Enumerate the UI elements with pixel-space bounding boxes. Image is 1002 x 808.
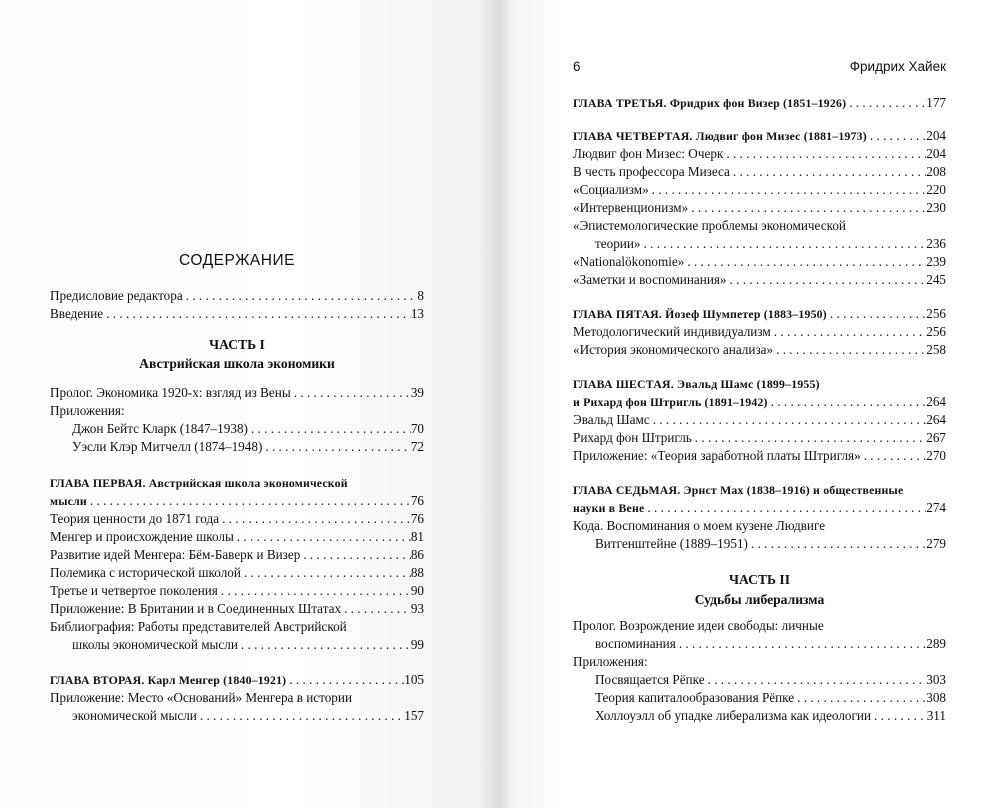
toc-entry-prolog[interactable]: Пролог. Экономика 1920-х: взгляд из Вены . . . 39 [50, 384, 424, 402]
toc-entry[interactable]: Теория ценности до 1871 года . . . 76 [50, 510, 424, 528]
toc-entry[interactable]: В честь профессора Мизеса . . . 208 [573, 163, 946, 181]
toc-entry[interactable]: Эвальд Шамс . . . 264 [573, 411, 946, 429]
toc-entry[interactable]: Менгер и происхождение школы . . . 81 [50, 528, 424, 546]
toc-entry-appendix[interactable]: Теория капиталообразования Рёпке . . . 308 [595, 689, 946, 707]
toc-entry-appendix[interactable]: Джон Бейтс Кларк (1847–1938) . . . 70 [72, 420, 424, 438]
toc-entry[interactable]: Полемика с исторической школой . . . 88 [50, 564, 424, 582]
toc-entry-appendix[interactable]: Посвящается Рёпке . . . 303 [595, 671, 946, 689]
toc-entry[interactable]: Методологический индивидуализм . . . 256 [573, 323, 946, 341]
toc-entry-coda-cont[interactable]: Витгенштейне (1889–1951) . . . 279 [595, 535, 946, 553]
running-header-author: Фридрих Хайек [849, 59, 946, 74]
toc-entry-appendix[interactable]: Уэсли Клэр Митчелл (1874–1948) . . . 72 [72, 438, 424, 456]
chapter2-heading[interactable]: ГЛАВА ВТОРАЯ. Карл Менгер (1840–1921) . . . 105 [50, 671, 424, 689]
toc-entry-prolog2-cont[interactable]: воспоминания . . . 289 [595, 635, 946, 653]
toc-entry[interactable]: «Интервенционизм» . . . 230 [573, 199, 946, 217]
toc-entry[interactable]: Развитие идей Менгера: Бём-Баверк и Визер . . . 86 [50, 546, 424, 564]
chapter7-heading[interactable]: ГЛАВА СЕДЬМАЯ. Эрнст Мах (1838–1916) и общественные [573, 483, 904, 497]
toc-entry-preface[interactable]: Предисловие редактора . . . 8 [50, 287, 424, 305]
chapter4-heading[interactable]: ГЛАВА ЧЕТВЕРТАЯ. Людвиг фон Мизес (1881–1973) . . . 204 [573, 127, 946, 145]
part2-label: ЧАСТЬ II [729, 572, 790, 587]
contents-title: СОДЕРЖАНИЕ [179, 252, 295, 269]
toc-entry-appendix-menger[interactable]: Приложение: Место «Оснований» Менгера в истории [50, 690, 353, 705]
toc-entry-appendix[interactable]: Холлоуэлл об упадке либерализма как идеологии . . . 311 [595, 707, 946, 725]
part2-subtitle: Судьбы либерализма [694, 592, 825, 607]
toc-entry[interactable]: «Социализм» . . . 220 [573, 181, 946, 199]
chapter1-heading[interactable]: ГЛАВА ПЕРВАЯ. Австрийская школа экономической [50, 476, 348, 490]
part1-label: ЧАСТЬ I [209, 337, 265, 352]
toc-entry-introduction[interactable]: Введение . . . 13 [50, 305, 424, 323]
chapter6-heading[interactable]: ГЛАВА ШЕСТАЯ. Эвальд Шамс (1899–1955) [573, 377, 820, 391]
chapter7-heading-cont[interactable]: науки в Вене . . . 274 [573, 499, 946, 517]
appendices-label: Приложения: [50, 403, 125, 418]
toc-entry-appendix-menger-cont[interactable]: экономической мысли . . . 157 [72, 707, 424, 725]
toc-entry[interactable]: Приложение: «Теория заработной платы Штригля» . . . 270 [573, 447, 946, 465]
chapter1-heading-cont[interactable]: мысли . . . 76 [50, 492, 424, 510]
toc-entry-prolog2[interactable]: Пролог. Возрождение идеи свободы: личные [573, 618, 824, 633]
part1-subtitle: Австрийская школа экономики [139, 356, 335, 371]
running-header-page-number: 6 [573, 59, 581, 74]
toc-entry-coda[interactable]: Кода. Воспоминания о моем кузене Людвиге [573, 518, 826, 533]
toc-entry[interactable]: Приложение: В Британии и в Соединенных Штатах . . . 93 [50, 600, 424, 618]
bibliography-entry-cont[interactable]: школы экономической мысли . . . 99 [72, 636, 424, 654]
toc-entry[interactable]: «Заметки и воспоминания» . . . 245 [573, 271, 946, 289]
toc-entry-epistemology[interactable]: «Эпистемологические проблемы экономической [573, 218, 846, 233]
toc-entry[interactable]: Рихард фон Штригль . . . 267 [573, 429, 946, 447]
toc-entry[interactable]: «История экономического анализа» . . . 258 [573, 341, 946, 359]
toc-entry[interactable]: Людвиг фон Мизес: Очерк . . . 204 [573, 145, 946, 163]
chapter5-heading[interactable]: ГЛАВА ПЯТАЯ. Йозеф Шумпетер (1883–1950) . . . 256 [573, 305, 946, 323]
toc-entry-epistemology-cont[interactable]: теории» . . . 236 [595, 235, 946, 253]
appendices-label: Приложения: [573, 654, 648, 669]
toc-entry[interactable]: «Nationalökonomie» . . . 239 [573, 253, 946, 271]
chapter6-heading-cont[interactable]: и Рихард фон Штригль (1891–1942) . . . 264 [573, 393, 946, 411]
toc-entry[interactable]: Третье и четвертое поколения . . . 90 [50, 582, 424, 600]
chapter3-heading[interactable]: ГЛАВА ТРЕТЬЯ. Фридрих фон Визер (1851–1926) . . . 177 [573, 94, 946, 112]
bibliography-entry[interactable]: Библиография: Работы представителей Австрийской [50, 619, 347, 634]
